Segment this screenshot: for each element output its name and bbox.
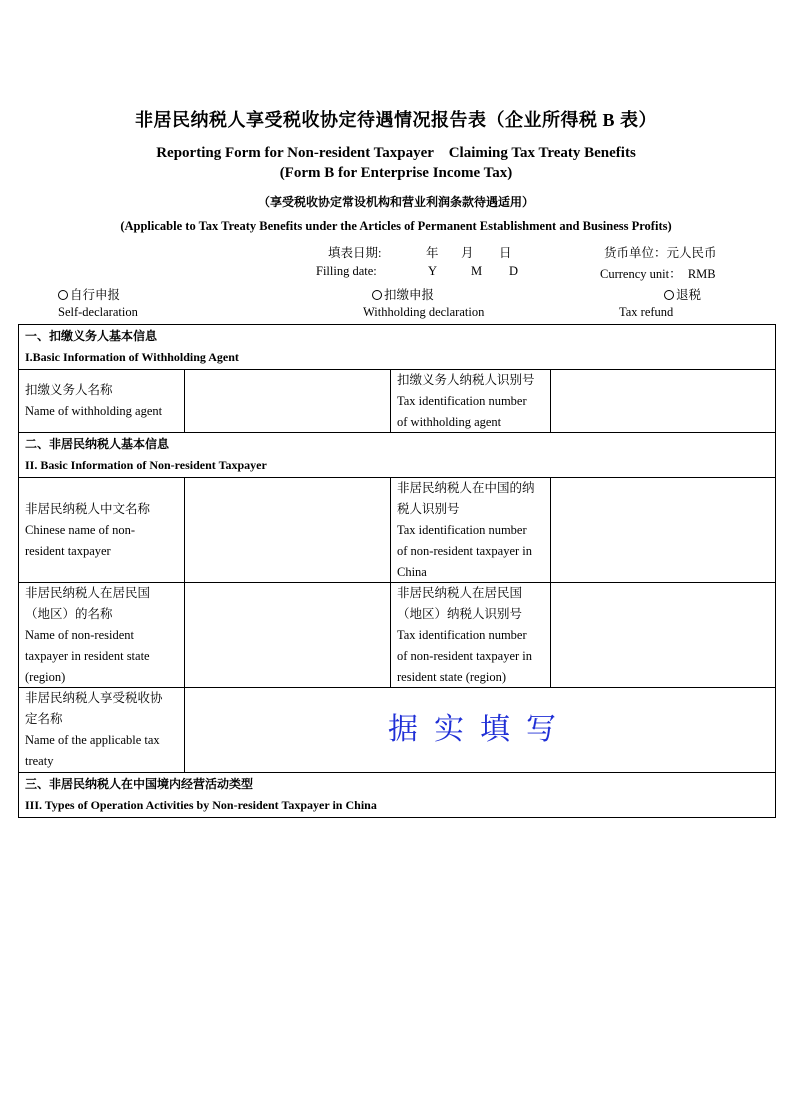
option-tax-refund-en: Tax refund — [619, 305, 674, 319]
report-form-table — [18, 324, 776, 818]
fill-truthfully-note: 据实填写 — [388, 712, 572, 746]
section2-header-row — [19, 433, 776, 478]
section1-header: 一、扣缴义务人基本信息 I.Basic Information of Withholding Agent — [19, 325, 776, 370]
currency-label-en: Currency unit： RMB — [600, 267, 716, 281]
month-label-cn: 月 — [461, 246, 474, 260]
option-withholding-declaration-en: Withholding declaration — [363, 305, 485, 319]
taxpayer-chinese-name-label: 非居民纳税人中文名称 Chinese name of non- resident taxpayer — [19, 478, 185, 583]
form-subtitle-chinese: （享受税收协定常设机构和营业利润条款待遇适用） — [257, 195, 534, 209]
radio-circle-icon[interactable] — [58, 290, 68, 300]
form-title-english-line1: Reporting Form for Non-resident Taxpayer Claiming Tax Treaty Benefits — [156, 145, 636, 161]
form-subtitle-english: (Applicable to Tax Treaty Benefits under the Articles of Permanent Establishment and Business Profits) — [120, 219, 672, 233]
section3-header: 三、非居民纳税人在中国境内经营活动类型 III. Types of Operation Activities by Non-resident Taxpayer in China — [19, 772, 776, 817]
tax-treaty-name-label: 非居民纳税人享受税收协 定名称 Name of the applicable tax treaty — [19, 688, 185, 772]
form-title-english-line2: (Form B for Enterprise Income Tax) — [279, 165, 513, 181]
withholding-agent-row — [19, 370, 776, 433]
taxpayer-chinese-name-field[interactable] — [185, 478, 391, 583]
option-withholding-declaration[interactable]: 扣缴申报 — [372, 285, 434, 303]
filling-date-label-en: Filling date: — [316, 264, 377, 278]
form-title-chinese: 非居民纳税人享受税收协定待遇情况报告表（企业所得税 B 表） — [134, 110, 657, 130]
day-label-en: D — [509, 264, 519, 278]
taxpayer-china-info-row — [19, 478, 776, 583]
withholding-agent-name-label: 扣缴义务人名称 Name of withholding agent — [19, 370, 185, 433]
taxpayer-resident-tin-label: 非居民纳税人在居民国 （地区）纳税人识别号 Tax identification number of non-resident taxpayer in resident state (region) — [391, 583, 551, 688]
year-label-en: Y — [428, 264, 438, 278]
radio-circle-icon[interactable] — [664, 290, 674, 300]
section2-header: 二、非居民纳税人基本信息 II. Basic Information of Non-resident Taxpayer — [19, 433, 776, 478]
tax-treaty-name-field[interactable] — [185, 688, 776, 772]
filling-date-label-cn: 填表日期: — [328, 246, 382, 260]
option-tax-refund[interactable]: 退税 — [664, 285, 701, 303]
tax-treaty-row — [19, 688, 776, 772]
day-label-cn: 日 — [499, 246, 512, 260]
taxpayer-resident-name-field[interactable] — [185, 583, 391, 688]
month-label-en: M — [471, 264, 483, 278]
section3-header-row — [19, 772, 776, 817]
section1-header-row — [19, 325, 776, 370]
taxpayer-china-tin-label: 非居民纳税人在中国的纳 税人识别号 Tax identification number of non-resident taxpayer in China — [391, 478, 551, 583]
taxpayer-resident-info-row — [19, 583, 776, 688]
option-self-declaration[interactable]: 自行申报 — [58, 285, 120, 303]
year-label-cn: 年 — [426, 246, 439, 260]
taxpayer-resident-tin-field[interactable] — [551, 583, 776, 688]
withholding-agent-tin-field[interactable] — [551, 370, 776, 433]
currency-label-cn: 货币单位：元人民币 — [604, 246, 717, 260]
taxpayer-resident-name-label: 非居民纳税人在居民国 （地区）的名称 Name of non-resident taxpayer in resident state (region) — [19, 583, 185, 688]
radio-circle-icon[interactable] — [372, 290, 382, 300]
withholding-agent-tin-label: 扣缴义务人纳税人识别号 Tax identification number of withholding agent — [391, 370, 551, 433]
option-self-declaration-en: Self-declaration — [58, 305, 138, 319]
withholding-agent-name-field[interactable] — [185, 370, 391, 433]
taxpayer-china-tin-field[interactable] — [551, 478, 776, 583]
